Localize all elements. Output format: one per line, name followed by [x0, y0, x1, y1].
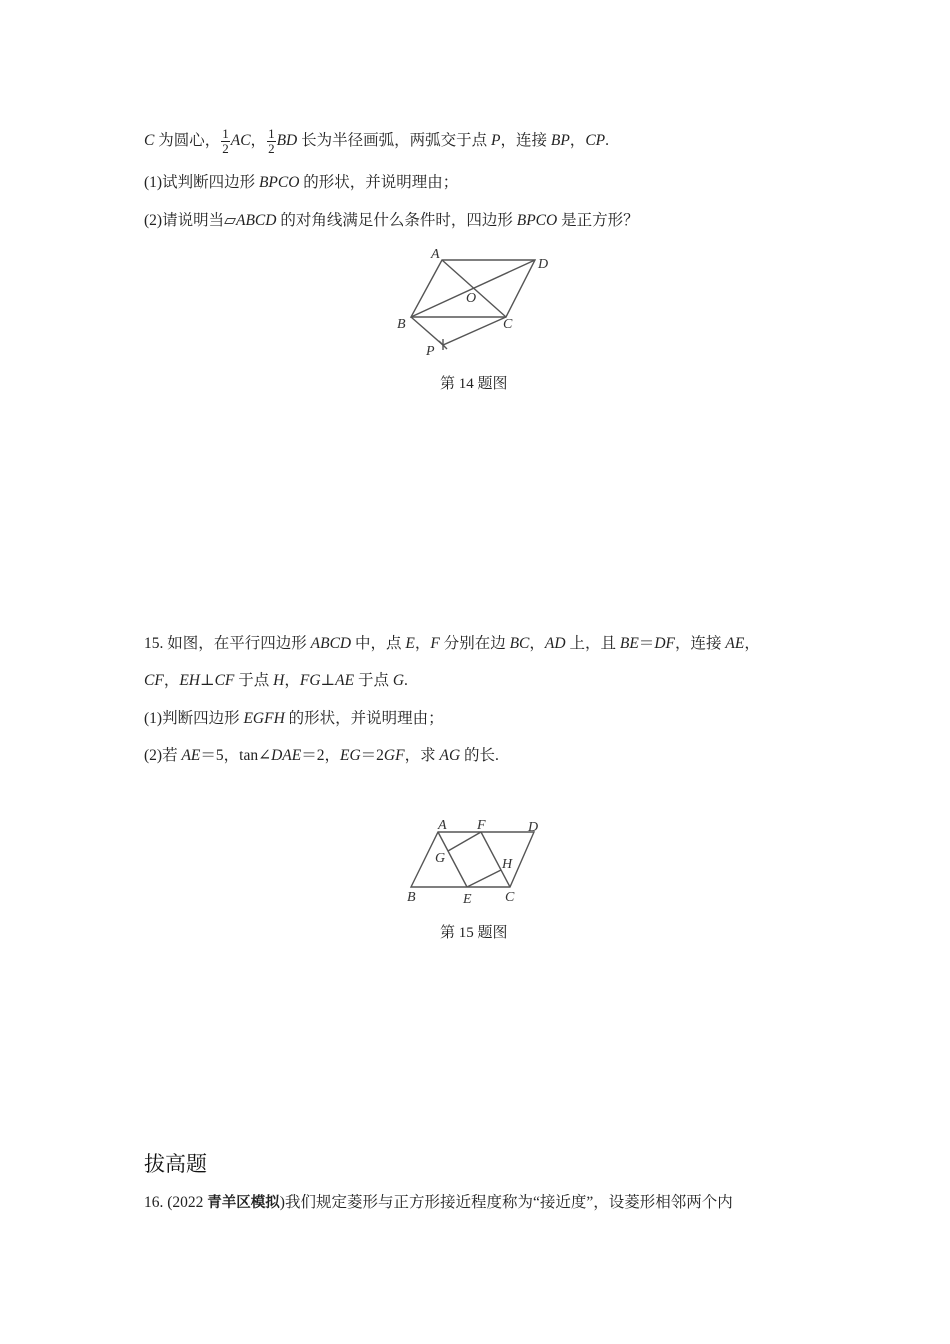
question-number: 15.: [144, 635, 168, 652]
var-cf: CF: [144, 672, 164, 689]
var-ag: AG: [439, 747, 461, 764]
q16-line1: [144, 1193, 733, 1213]
fraction-numerator: 1: [222, 126, 229, 141]
text: ，: [284, 672, 300, 689]
text: 我们规定菱形与正方形接近程度称为“接近度”，设菱形相邻两个内: [284, 1194, 733, 1211]
text: ＝: [638, 635, 655, 652]
text: ，: [569, 132, 586, 150]
var-f: F: [430, 635, 440, 652]
var-eh: EH: [179, 672, 200, 689]
fraction-denominator: 2: [222, 141, 229, 156]
var-bd: BD: [276, 132, 298, 150]
label-c: C: [503, 317, 513, 332]
var-eg: EG: [339, 747, 361, 764]
label-b: B: [397, 317, 406, 332]
var-ae: AE: [335, 672, 355, 689]
var-bpco: BPCO: [516, 212, 558, 229]
var-gf: GF: [383, 747, 405, 764]
var-bpco: BPCO: [258, 174, 300, 191]
var-df: DF: [654, 635, 675, 652]
fraction-numerator: 1: [268, 126, 275, 141]
var-bc: BC: [509, 635, 530, 652]
text: 的形状，并说明理由；: [284, 710, 444, 727]
text: ＝5，tan∠: [200, 747, 272, 764]
label-g: G: [435, 851, 446, 866]
label-o: O: [466, 291, 477, 306]
label-c: C: [505, 890, 515, 905]
label-h: H: [502, 857, 513, 872]
text: 分别在边: [439, 635, 510, 652]
label-b: B: [407, 890, 416, 905]
text: 于点: [234, 672, 274, 689]
label-d: D: [538, 257, 549, 272]
var-fg: FG: [299, 672, 321, 689]
text: 中，点: [351, 635, 406, 652]
var-ac: AC: [230, 132, 251, 150]
var-g: G: [392, 672, 405, 689]
figure-14-caption: 第 14 题图: [440, 376, 508, 392]
label-a: A: [431, 247, 440, 262]
text: .: [404, 672, 408, 689]
segment-eh: [467, 870, 501, 887]
perp-symbol: ⊥: [200, 672, 215, 689]
var-h: H: [273, 672, 285, 689]
text: ＝2: [360, 747, 384, 764]
text: 是正方形？: [557, 212, 639, 229]
var-abcd: ABCD: [310, 635, 352, 652]
label-f: F: [477, 818, 486, 833]
text: .: [605, 132, 609, 150]
figure-15-caption: 第 15 题图: [440, 925, 508, 941]
text: 的长.: [460, 747, 499, 764]
text: (1)判断四边形: [144, 710, 244, 727]
var-p: P: [491, 132, 501, 150]
text: ，: [250, 132, 267, 150]
text: 如图，在平行四边形: [167, 635, 311, 652]
var-cf: CF: [214, 672, 235, 689]
text: (2)若: [144, 747, 182, 764]
source-close: ): [279, 1194, 285, 1211]
text: ，求: [404, 747, 440, 764]
var-abcd: ABCD: [236, 212, 277, 229]
fraction-denominator: 2: [268, 141, 275, 156]
var-ad: AD: [544, 635, 566, 652]
text: ，连接: [500, 132, 551, 150]
var-e: E: [405, 635, 415, 652]
var-ae: AE: [181, 747, 201, 764]
text: ，: [163, 672, 180, 689]
segment-gf: [448, 832, 481, 851]
var-dae: DAE: [271, 747, 302, 764]
text: ，: [414, 635, 431, 652]
label-a: A: [438, 818, 447, 833]
text: ，连接: [674, 635, 726, 652]
section-title: 拔高题: [144, 1152, 207, 1176]
text: 上，且: [565, 635, 620, 652]
label-e: E: [463, 892, 472, 907]
var-bp: BP: [550, 132, 570, 150]
text: 的对角线满足什么条件时，四边形: [276, 212, 517, 229]
text: 为圆心，: [154, 132, 221, 150]
label-p: P: [426, 344, 435, 359]
question-source: 青羊区模拟: [207, 1195, 280, 1211]
var-cp: CP: [585, 132, 606, 150]
var-c: C: [144, 132, 155, 150]
text: 于点: [354, 672, 393, 689]
var-be: BE: [619, 635, 639, 652]
text: (2)请说明当▱: [144, 212, 236, 229]
text: ，: [529, 635, 545, 652]
source-open: (2022: [167, 1194, 208, 1211]
var-egfh: EGFH: [243, 710, 285, 727]
perp-symbol: ⊥: [320, 672, 336, 689]
text: 的形状，并说明理由；: [299, 174, 459, 191]
text: 长为半径画弧，两弧交于点: [297, 132, 491, 150]
var-ae: AE: [725, 635, 745, 652]
parallelogram-abcd: [411, 832, 534, 887]
question-number: 16.: [144, 1194, 168, 1211]
text: (1)试判断四边形: [144, 174, 259, 191]
text: ，: [744, 635, 760, 652]
label-d: D: [528, 820, 539, 835]
text: ＝2，: [301, 747, 340, 764]
